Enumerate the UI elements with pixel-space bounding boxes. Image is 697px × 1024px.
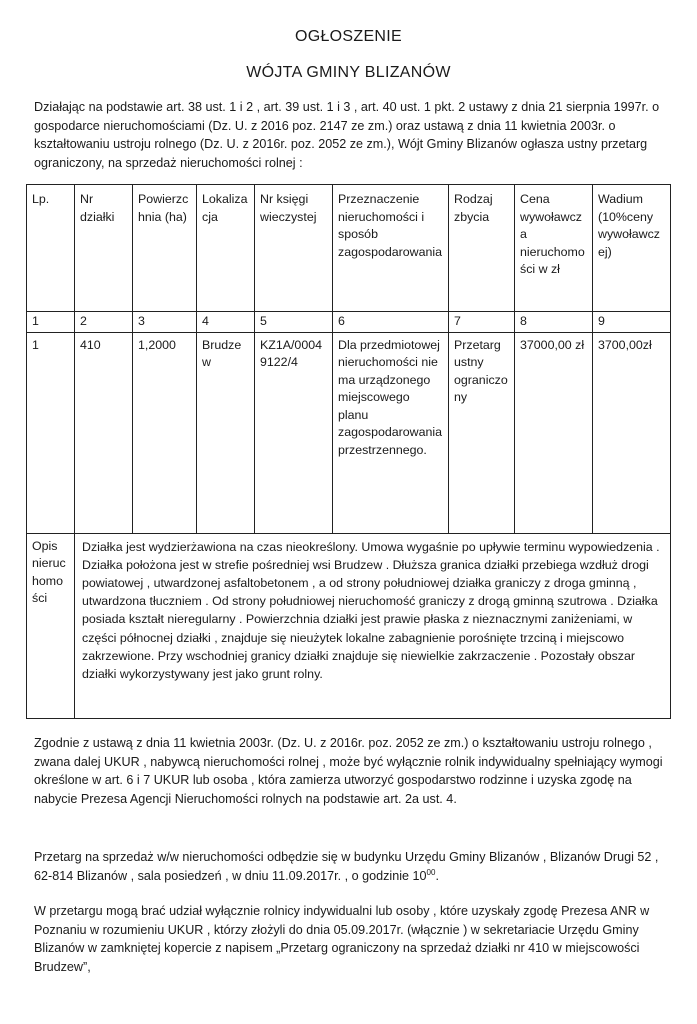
document-title: OGŁOSZENIE: [294, 28, 403, 45]
document-subtitle: WÓJTA GMINY BLIZANÓW: [246, 64, 451, 81]
column-number: 9: [593, 312, 671, 333]
cell-lokalizacja: Brudzew: [197, 332, 255, 533]
header-cell-cena: Cena wywoławcza nieruchomości w zł: [515, 185, 593, 312]
header-cell-rodzaj: Rodzaj zbycia: [449, 185, 515, 312]
participation-paragraph: W przetargu mogą brać udział wyłącznie rolnicy indywidualni lub osoby , które uzyskały zgodę Prezesa ANR w Poznaniu w rozumieniu UKUR , którzy złożyli do dnia 05.09.2017r. (włącznie ) w sekretariacie Urzędu Gminy Blizanów w zamkniętej kopercie z napisem „Przetarg ograniczony na sprzedaż działki nr 410 w miejscowości Brudzew”,: [34, 904, 650, 974]
description-label: Opis nieruchomości: [27, 533, 75, 718]
property-table: [26, 184, 671, 719]
column-number: 8: [515, 312, 593, 333]
auction-time-minutes: 00: [426, 867, 436, 877]
table-number-row: [27, 312, 671, 333]
column-number: 7: [449, 312, 515, 333]
header-cell-przeznaczenie: Przeznaczenie nieruchomości i sposób zagospodarowania: [333, 185, 449, 312]
header-cell-lokalizacja: Lokalizacja: [197, 185, 255, 312]
cell-rodzaj: Przetarg ustny ograniczony: [449, 332, 515, 533]
cell-lp: 1: [27, 332, 75, 533]
cell-wadium: 3700,00zł: [593, 332, 671, 533]
description-row: [27, 533, 671, 718]
column-number: 5: [255, 312, 333, 333]
header-cell-powierzchnia: Powierzchnia (ha): [133, 185, 197, 312]
description-text: Działka jest wydzierżawiona na czas nieokreślony. Umowa wygaśnie po upływie terminu wypowiedzenia . Działka położona jest w strefie pośredniej wsi Brudzew . Dłuższa granica działki przebiega wzdłuż drogi powiatowej , utwardzonej asfaltobetonem , a od strony południowej działka graniczy z droga gminną , utwardzona tłuczniem . Od strony południowej nieruchomość graniczy z drogą gminną szutrowa . Działka posiada kształt nieregularny . Powierzchnia działki jest prawie płaska z nieznacznymi zaniżeniami, w części północnej działki , znajduje się nieużytek lokalne zabagnienie porośnięte trzciną i miejscowo zakrzewione. Przy wschodniej granicy działki znajduje się niewielkie zakrzaczenie . Pozostały obszar działki wykorzystywany jest jako grunt rolny.: [75, 533, 671, 718]
column-number: 2: [75, 312, 133, 333]
header-cell-ksiega: Nr księgi wieczystej: [255, 185, 333, 312]
table-row: [27, 332, 671, 533]
auction-location-paragraph: [34, 848, 670, 885]
cell-przeznaczenie: Dla przedmiotowej nieruchomości nie ma urządzonego miejscowego planu zagospodarowania przestrzennego.: [333, 332, 449, 533]
cell-cena: 37000,00 zł: [515, 332, 593, 533]
cell-powierzchnia: 1,2000: [133, 332, 197, 533]
auction-location-end: .: [435, 868, 439, 883]
header-cell-wadium: Wadium (10%ceny wywoławczej): [593, 185, 671, 312]
column-number: 1: [27, 312, 75, 333]
column-number: 4: [197, 312, 255, 333]
table-header-row: [27, 185, 671, 312]
column-number: 3: [133, 312, 197, 333]
eligibility-paragraph: Zgodnie z ustawą z dnia 11 kwietnia 2003r. (Dz. U. z 2016r. poz. 2052 ze zm.) o kształtowaniu ustroju rolnego , zwana dalej UKUR , nabywcą nieruchomości rolnej , może być wyłącznie rolnik indywidualny spełniający wymogi określone w art. 6 i 7 UKUR lub osoba , która zamierza utworzyć gospodarstwo rodzinne i uzyska zgodę na nabycie Prezesa Agencji Nieruchomości rolnych na podstawie art. 2a ust. 4.: [34, 736, 663, 806]
header-cell-nr-dzialki: Nr działki: [75, 185, 133, 312]
cell-nr-dzialki: 410: [75, 332, 133, 533]
header-cell-lp: Lp.: [27, 185, 75, 312]
auction-location-text: Przetarg na sprzedaż w/w nieruchomości odbędzie się w budynku Urzędu Gminy Blizanów , Blizanów Drugi 52 , 62-814 Blizanów , sala posiedzeń , w dniu 11.09.2017r. , o godzinie 10: [34, 850, 659, 883]
column-number: 6: [333, 312, 449, 333]
cell-ksiega: KZ1A/00049122/4: [255, 332, 333, 533]
intro-paragraph: Działając na podstawie art. 38 ust. 1 i 2 , art. 39 ust. 1 i 3 , art. 40 ust. 1 pkt. 2 ustawy z dnia 21 sierpnia 1997r. o gospodarce nieruchomościami (Dz. U. z 2016 poz. 2147 ze zm.) oraz ustawą z dnia 11 kwietnia 2003r. o kształtowaniu ustroju rolnego (Dz. U. z 2016r. poz. 2052 ze zm.), Wójt Gminy Blizanów ogłasza ustny przetarg ograniczony, na sprzedaż nieruchomości rolnej :: [34, 100, 660, 170]
